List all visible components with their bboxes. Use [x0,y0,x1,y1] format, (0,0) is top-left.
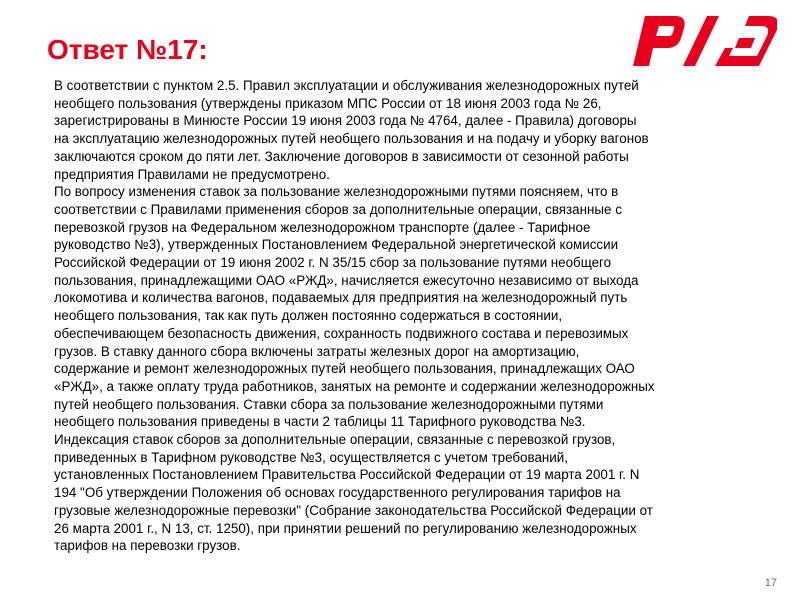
page-number: 17 [764,577,777,589]
answer-body-text: В соответствии с пунктом 2.5. Правил эксплуатации и обслуживания железнодорожных путей необщего пользования (утверждены приказом МПС России от 18 июня 2003 года № 26, зарегистрированы в Минюсте России 19 июня 2003 года № 4764, далее - Правила) договоры на эксплуатацию железнодорожных путей необщего пользования и на подачу и уборку вагонов заключаются сроком до пяти лет. Заключение договоров в зависимости от сезонной работы предприятия Правилами не предусмотрено. По вопросу изменения ставок за пользование железнодорожными путями поясняем, что в соответствии с Правилами применения сборов за дополнительные операции, связанные с перевозкой грузов на Федеральном железнодорожном транспорте (далее - Тарифное руководство №3), утвержденных Постановлением Федеральной энергетической комиссии Российской Федерации от 19 июня 2002 г. N 35/15 сбор за пользование путями необщего пользования, принадлежащими ОАО «РЖД», начисляется ежесуточно независимо от выхода локомотива и количества вагонов, подаваемых для предприятия на железнодорожный путь необщего пользования, так как путь должен постоянно содержаться в состоянии, обеспечивающем безопасность движения, сохранность подвижного состава и перевозимых грузов. В ставку данного сбора включены затраты железных дорог на амортизацию, содержание и ремонт железнодорожных путей необщего пользования, принадлежащих ОАО «РЖД», а также оплату труда работников, занятых на ремонте и содержании железнодорожных путей необщего пользования. Ставки сбора за пользование железнодорожными путями необщего пользования приведены в части 2 таблицы 11 Тарифного руководства №3. Индексация ставок сборов за дополнительные операции, связанные с перевозкой грузов, приведенных в Тарифном руководстве №3, осуществляется с учетом требований, установленных Постановлением Правительства Российской Федерации от 19 марта 2001 г. N 194 "Об утверждении Положения об основах государственного регулирования тарифов на грузовые железнодорожные перевозки" (Собрание законодательства Российской Федерации от 26 марта 2001 г., N 13, ст. 1250), при принятии решений по регулированию железнодорожных тарифов на перевозки грузов. [54,78,655,554]
rzd-logo [631,8,777,68]
slide-title: Ответ №17: [47,34,208,65]
